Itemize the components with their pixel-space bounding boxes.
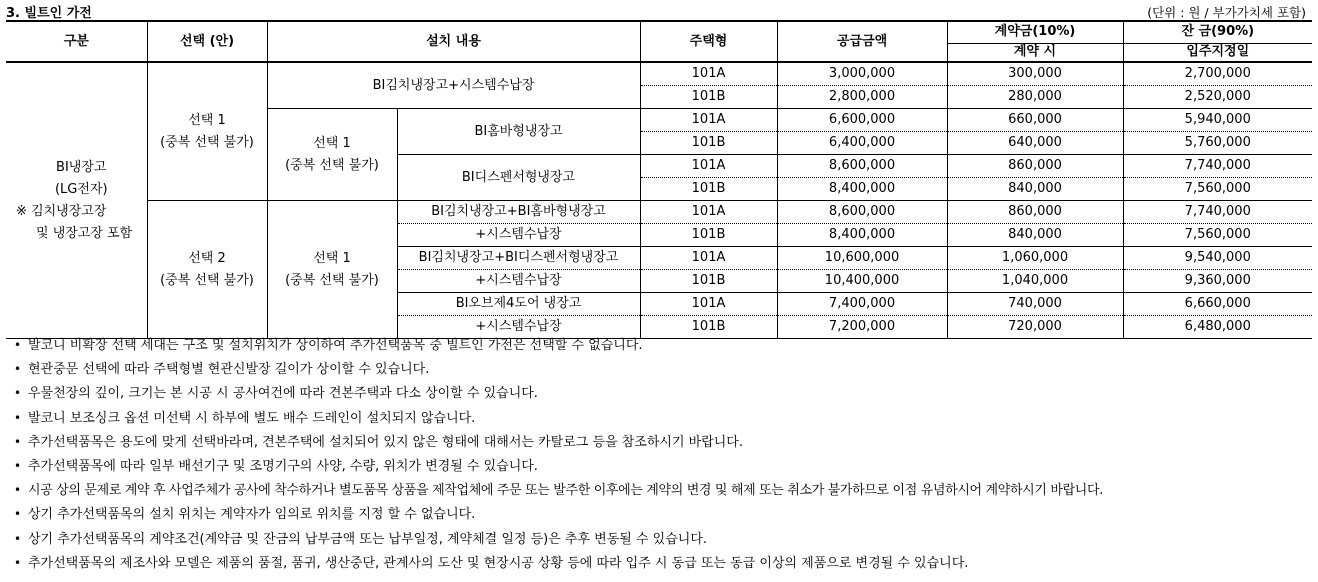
selection-note: (중복 선택 불가) — [160, 134, 254, 150]
bullet-icon: • — [14, 555, 22, 570]
builtin-appliance-table — [6, 20, 1312, 339]
col-header-house-type: 주택형 — [640, 21, 777, 62]
supply-cell: 8,400,000 — [777, 178, 947, 201]
supply-cell: 8,400,000 — [777, 224, 947, 247]
supply-cell: 6,400,000 — [777, 132, 947, 155]
selection-cell-1 — [147, 62, 267, 201]
deposit-cell: 840,000 — [947, 178, 1123, 201]
deposit-cell: 640,000 — [947, 132, 1123, 155]
deposit-cell: 1,060,000 — [947, 247, 1123, 270]
house-type-cell: 101B — [640, 316, 777, 339]
list-item: • 추가선택품목은 용도에 맞게 선택바라며, 견본주택에 설치되어 있지 않은 형태에 대해서는 카탈로그 등을 참조하시기 바랍니다. — [14, 430, 1314, 454]
selection-cell-2 — [147, 201, 267, 339]
selection-note: (중복 선택 불가) — [160, 272, 254, 288]
house-type-cell: 101B — [640, 178, 777, 201]
balance-cell: 2,700,000 — [1123, 62, 1312, 86]
selection-note: (중복 선택 불가) — [285, 272, 379, 288]
balance-cell: 7,740,000 — [1123, 155, 1312, 178]
balance-cell: 9,540,000 — [1123, 247, 1312, 270]
bullet-icon: • — [14, 410, 22, 425]
house-type-cell: 101B — [640, 86, 777, 109]
col-header-balance: 잔 금(90%) — [1123, 21, 1312, 43]
balance-cell: 7,560,000 — [1123, 178, 1312, 201]
col-header-supply: 공급금액 — [777, 21, 947, 62]
deposit-cell: 860,000 — [947, 201, 1123, 224]
balance-cell: 5,940,000 — [1123, 109, 1312, 132]
house-type-cell: 101A — [640, 293, 777, 316]
install-item: BI오브제4도어 냉장고 — [397, 293, 640, 316]
deposit-cell: 280,000 — [947, 86, 1123, 109]
bullet-icon: • — [14, 483, 22, 498]
bullet-icon: • — [14, 362, 22, 377]
house-type-cell: 101B — [640, 132, 777, 155]
supply-cell: 6,600,000 — [777, 109, 947, 132]
category-name: BI냉장고 — [56, 159, 107, 175]
supply-cell: 7,400,000 — [777, 293, 947, 316]
section-title: 3. 빌트인 가전 — [6, 6, 92, 21]
bullet-icon: • — [14, 338, 22, 352]
list-item: • 시공 상의 문제로 계약 후 사업주체가 공사에 착수하거나 별도품목 상품을 제작업체에 주문 또는 발주한 이후에는 계약의 변경 및 해제 또는 취소가 불가하므로 이점 유념하시어 계약하시기 바랍니다. — [14, 478, 1314, 502]
list-item: • 우물천장의 깊이, 크기는 본 시공 시 공사여건에 따라 견본주택과 다소 상이할 수 있습니다. — [14, 381, 1314, 405]
house-type-cell: 101B — [640, 224, 777, 247]
balance-cell: 7,740,000 — [1123, 201, 1312, 224]
install-item: BI홈바형냉장고 — [397, 109, 640, 155]
category-cell — [6, 62, 147, 339]
bullet-icon: • — [14, 458, 22, 473]
supply-cell: 7,200,000 — [777, 316, 947, 339]
install-item: BI김치냉장고+시스템수납장 — [267, 62, 640, 109]
balance-cell: 2,520,000 — [1123, 86, 1312, 109]
selection-label: 선택 1 — [188, 112, 226, 128]
deposit-cell: 300,000 — [947, 62, 1123, 86]
install-item: BI김치냉장고+BI디스펜서형냉장고 — [397, 247, 640, 270]
list-item: • 발코니 비확장 선택 세대는 구조 및 설치위치가 상이하여 추가선택품목 중 빌트인 가전은 선택할 수 없습니다. — [14, 333, 1314, 357]
balance-cell: 5,760,000 — [1123, 132, 1312, 155]
table-row — [6, 62, 1312, 86]
supply-cell: 10,600,000 — [777, 247, 947, 270]
supply-cell: 8,600,000 — [777, 155, 947, 178]
deposit-cell: 860,000 — [947, 155, 1123, 178]
deposit-cell: 740,000 — [947, 293, 1123, 316]
sub-selection-cell-2 — [267, 201, 397, 339]
bullet-icon: • — [14, 507, 22, 522]
bullet-icon: • — [14, 386, 22, 401]
col-header-selection: 선택 (안) — [147, 21, 267, 62]
col-header-deposit: 계약금(10%) — [947, 21, 1123, 43]
selection-label: 선택 2 — [188, 250, 226, 266]
category-note-1: ※ 김치냉장고장 — [16, 203, 107, 219]
house-type-cell: 101A — [640, 155, 777, 178]
install-item: BI김치냉장고+BI홈바형냉장고 — [397, 201, 640, 224]
col-header-balance-sub: 입주지정일 — [1123, 43, 1312, 62]
unit-note: (단위 : 원 / 부가가치세 포함) — [1147, 5, 1306, 20]
category-note-2: 및 냉장고장 포함 — [36, 225, 133, 241]
house-type-cell: 101A — [640, 62, 777, 86]
list-item: • 상기 추가선택품목의 계약조건(계약금 및 잔금의 납부금액 또는 납부일정, 계약체결 일정 등)은 추후 변동될 수 있습니다. — [14, 527, 1314, 551]
deposit-cell: 1,040,000 — [947, 270, 1123, 293]
table-row — [6, 201, 1312, 224]
install-item: +시스템수납장 — [397, 224, 640, 247]
selection-label: 선택 1 — [313, 135, 351, 151]
house-type-cell: 101A — [640, 109, 777, 132]
list-item: • 상기 추가선택품목의 설치 위치는 계약자가 임의로 위치를 지정 할 수 없습니다. — [14, 502, 1314, 526]
list-item: • 추가선택품목의 제조사와 모델은 제품의 품절, 품귀, 생산중단, 관계사의 도산 및 현장시공 상황 등에 따라 입주 시 동급 또는 동급 이상의 제품으로 변경될 수 있습니다. — [14, 551, 1314, 575]
list-item: • 추가선택품목에 따라 일부 배선기구 및 조명기구의 사양, 수량, 위치가 변경될 수 있습니다. — [14, 454, 1314, 478]
house-type-cell: 101A — [640, 201, 777, 224]
deposit-cell: 840,000 — [947, 224, 1123, 247]
balance-cell: 6,660,000 — [1123, 293, 1312, 316]
col-header-install: 설치 내용 — [267, 21, 640, 62]
supply-cell: 3,000,000 — [777, 62, 947, 86]
install-item: BI디스펜서형냉장고 — [397, 155, 640, 201]
section-header — [0, 0, 1318, 20]
bullet-icon: • — [14, 531, 22, 546]
col-header-category: 구분 — [6, 21, 147, 62]
notes-list — [14, 333, 1314, 575]
supply-cell: 8,600,000 — [777, 201, 947, 224]
deposit-cell: 660,000 — [947, 109, 1123, 132]
house-type-cell: 101A — [640, 247, 777, 270]
col-header-deposit-sub: 계약 시 — [947, 43, 1123, 62]
balance-cell: 9,360,000 — [1123, 270, 1312, 293]
sub-selection-cell-1 — [267, 109, 397, 201]
category-maker: (LG전자) — [54, 181, 108, 197]
selection-label: 선택 1 — [313, 250, 351, 266]
balance-cell: 7,560,000 — [1123, 224, 1312, 247]
list-item: • 현관중문 선택에 따라 주택형별 현관신발장 길이가 상이할 수 있습니다. — [14, 357, 1314, 381]
balance-cell: 6,480,000 — [1123, 316, 1312, 339]
list-item: • 발코니 보조싱크 옵션 미선택 시 하부에 별도 배수 드레인이 설치되지 않습니다. — [14, 406, 1314, 430]
house-type-cell: 101B — [640, 270, 777, 293]
bullet-icon: • — [14, 434, 22, 449]
selection-note: (중복 선택 불가) — [285, 157, 379, 173]
deposit-cell: 720,000 — [947, 316, 1123, 339]
install-item: +시스템수납장 — [397, 270, 640, 293]
supply-cell: 2,800,000 — [777, 86, 947, 109]
supply-cell: 10,400,000 — [777, 270, 947, 293]
install-item: +시스템수납장 — [397, 316, 640, 339]
